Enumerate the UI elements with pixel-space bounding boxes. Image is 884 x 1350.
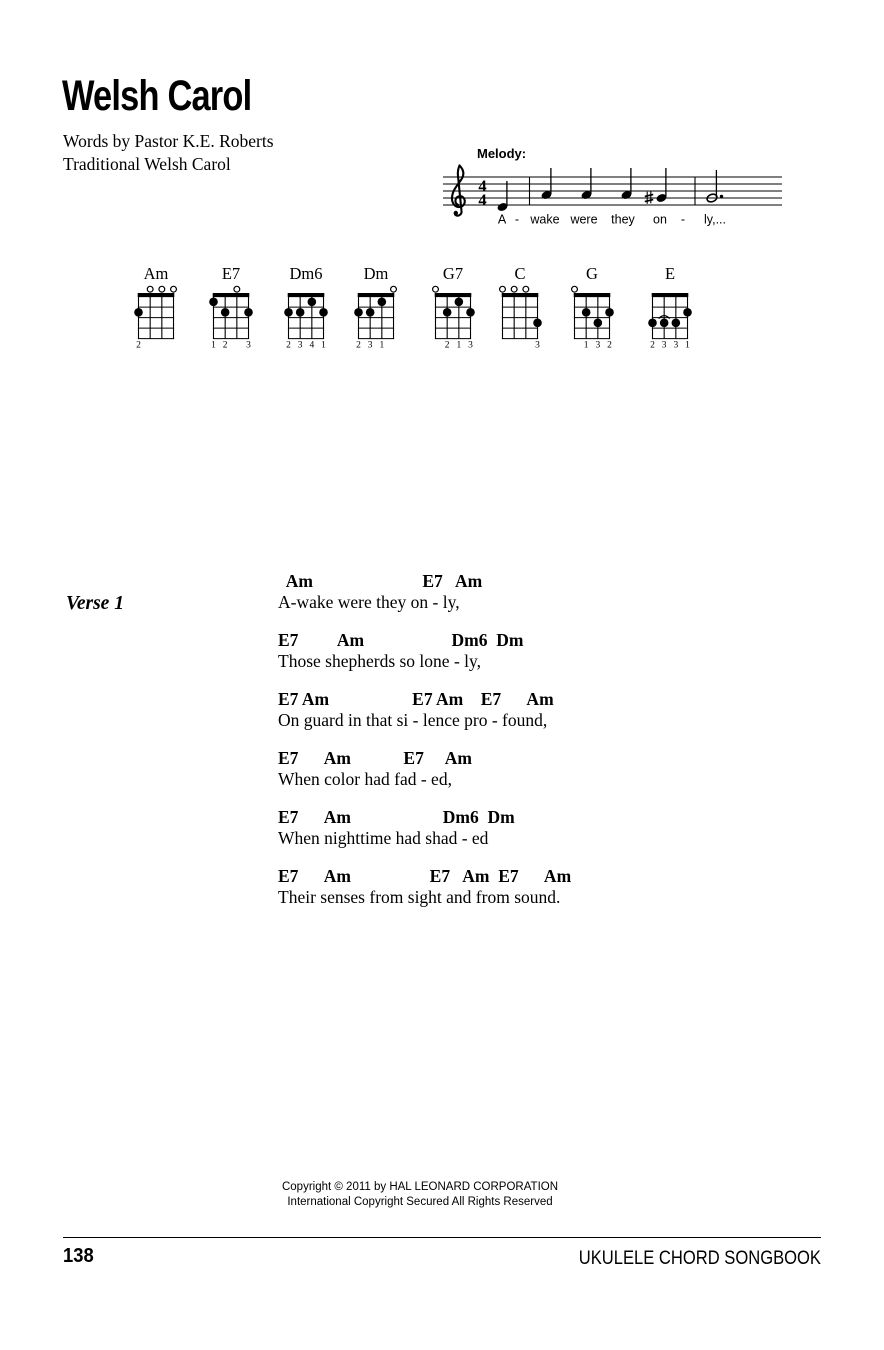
copyright-line-2: International Copyright Secured All Rights Reserved xyxy=(287,1195,553,1208)
fret-dot xyxy=(582,308,591,317)
lyric-syllable: were xyxy=(570,212,598,227)
chord-name: E xyxy=(664,264,676,283)
finger-number: 2 xyxy=(136,340,141,351)
open-string-marker xyxy=(511,286,517,292)
chord-line: E7 Am E7 Am xyxy=(278,748,472,768)
chord-name: Dm6 xyxy=(289,264,323,283)
fret-dot xyxy=(455,298,464,307)
finger-number: 3 xyxy=(468,340,473,351)
chord-diagram xyxy=(568,285,616,351)
svg-text:4: 4 xyxy=(478,176,487,196)
finger-number: 2 xyxy=(356,340,361,351)
fret-dot xyxy=(648,319,657,328)
finger-number: 1 xyxy=(379,340,385,351)
chord-diagram xyxy=(646,285,694,351)
lyric-syllable: on xyxy=(653,212,667,227)
verse-lines xyxy=(278,570,571,924)
open-string-marker xyxy=(391,286,397,292)
fret-dot xyxy=(308,298,317,307)
note xyxy=(496,181,508,212)
fret-dot xyxy=(134,308,143,317)
finger-number: 4 xyxy=(309,340,315,351)
chord-column xyxy=(416,265,490,351)
finger-number: 3 xyxy=(535,340,540,351)
lyric-line: When nighttime had shad - ed xyxy=(278,828,489,848)
finger-number: 1 xyxy=(685,340,690,351)
lyric-line: On guard in that si - lence pro - found, xyxy=(278,710,548,730)
lyric-syllable: wake xyxy=(530,212,560,227)
verse-line xyxy=(278,806,571,849)
fret-dot xyxy=(594,319,603,328)
credit-words: Words by Pastor K.E. Roberts xyxy=(63,131,274,151)
fret-dot xyxy=(683,308,692,317)
lyric-line: A-wake were they on - ly, xyxy=(278,592,460,612)
lyric-syllable: A xyxy=(497,212,507,227)
open-string-marker xyxy=(159,286,165,292)
finger-number: 2 xyxy=(607,340,612,351)
open-string-marker xyxy=(147,286,153,292)
chord-diagram xyxy=(429,285,477,351)
fret-dot xyxy=(605,308,614,317)
chord-name: E7 xyxy=(221,264,241,283)
open-string-marker xyxy=(433,286,439,292)
verse-line xyxy=(278,865,571,908)
chord-column xyxy=(483,265,557,351)
chord-column xyxy=(194,265,268,351)
chord-name: C xyxy=(514,264,526,283)
finger-number: 3 xyxy=(673,340,679,351)
finger-number: 1 xyxy=(211,340,216,351)
lyric-line: Those shepherds so lone - ly, xyxy=(278,651,481,671)
copyright-notice xyxy=(170,1180,670,1209)
chord-name: G xyxy=(586,264,598,283)
finger-number: 2 xyxy=(222,340,228,351)
fret-dot xyxy=(244,308,253,317)
chord-line: E7 Am Dm6 Dm xyxy=(278,807,515,827)
lyric-syllable: ly,... xyxy=(704,212,726,227)
finger-number: 1 xyxy=(583,340,589,351)
chord-column xyxy=(555,265,629,351)
fret-dot xyxy=(296,308,305,317)
fret-dot xyxy=(672,319,681,328)
open-string-marker xyxy=(572,286,578,292)
fret-dot xyxy=(354,308,363,317)
lyric-syllable: they xyxy=(611,212,635,227)
time-signature xyxy=(478,177,486,210)
chord-name: G7 xyxy=(442,264,464,283)
chord-column xyxy=(119,265,193,351)
fret-dot xyxy=(221,308,230,317)
fret-dot xyxy=(533,319,542,328)
finger-number: 2 xyxy=(286,340,291,351)
finger-number: 3 xyxy=(246,340,251,351)
fret-dot xyxy=(284,308,293,317)
svg-text:4: 4 xyxy=(478,190,487,210)
finger-number: 3 xyxy=(661,340,667,351)
open-string-marker xyxy=(171,286,177,292)
credit-traditional: Traditional Welsh Carol xyxy=(63,153,231,174)
lyric-line: Their senses from sight and from sound. xyxy=(278,887,561,907)
chord-line: E7 Am Dm6 Dm xyxy=(278,630,524,650)
chord-diagram xyxy=(496,285,544,351)
chord-column xyxy=(339,265,413,351)
fret-dot xyxy=(209,298,218,307)
chord-diagram xyxy=(132,285,180,351)
chord-diagram xyxy=(282,285,330,351)
verse-label: Verse 1 xyxy=(66,593,124,614)
lyric-line: When color had fad - ed, xyxy=(278,769,452,789)
lyric-syllable: - xyxy=(680,212,686,227)
finger-number: 2 xyxy=(650,340,655,351)
verse-line xyxy=(278,747,571,790)
page-title: Welsh Carol xyxy=(62,72,252,120)
verse-line xyxy=(278,629,571,672)
fret-dot xyxy=(366,308,375,317)
song-credits xyxy=(63,130,274,175)
chord-name: Am xyxy=(143,264,169,283)
open-string-marker xyxy=(523,286,529,292)
open-string-marker xyxy=(500,286,506,292)
melody-label: Melody: xyxy=(477,146,527,161)
verse-line xyxy=(278,688,571,731)
copyright-line-1: Copyright © 2011 by HAL LEONARD CORPORATION xyxy=(281,1181,559,1193)
finger-number: 3 xyxy=(595,340,601,351)
open-string-marker xyxy=(234,286,240,292)
chord-diagram xyxy=(352,285,400,351)
finger-number: 3 xyxy=(297,340,303,351)
footer-rule xyxy=(63,1237,821,1238)
chord-line: E7 Am E7 Am E7 Am xyxy=(278,866,572,886)
book-title: UKULELE CHORD SONGBOOK xyxy=(578,1247,821,1269)
fret-dot xyxy=(443,308,452,317)
finger-number: 1 xyxy=(321,340,326,351)
finger-number: 1 xyxy=(456,340,462,351)
chord-line: Am E7 Am xyxy=(278,571,483,591)
chord-column xyxy=(633,265,707,351)
melody-staff xyxy=(440,160,790,232)
chord-column xyxy=(269,265,343,351)
lyric-syllable: - xyxy=(514,212,520,227)
finger-number: 3 xyxy=(367,340,373,351)
verse-line xyxy=(278,570,571,613)
finger-number: 2 xyxy=(444,340,450,351)
chord-line: E7 Am E7 Am E7 Am xyxy=(278,689,554,709)
fret-dot xyxy=(660,319,669,328)
page-number: 138 xyxy=(63,1245,94,1267)
chord-diagram xyxy=(207,285,255,351)
fret-dot xyxy=(319,308,328,317)
augmentation-dot xyxy=(720,195,723,198)
chord-name: Dm xyxy=(363,264,389,283)
fret-dot xyxy=(378,298,387,307)
fret-dot xyxy=(466,308,475,317)
